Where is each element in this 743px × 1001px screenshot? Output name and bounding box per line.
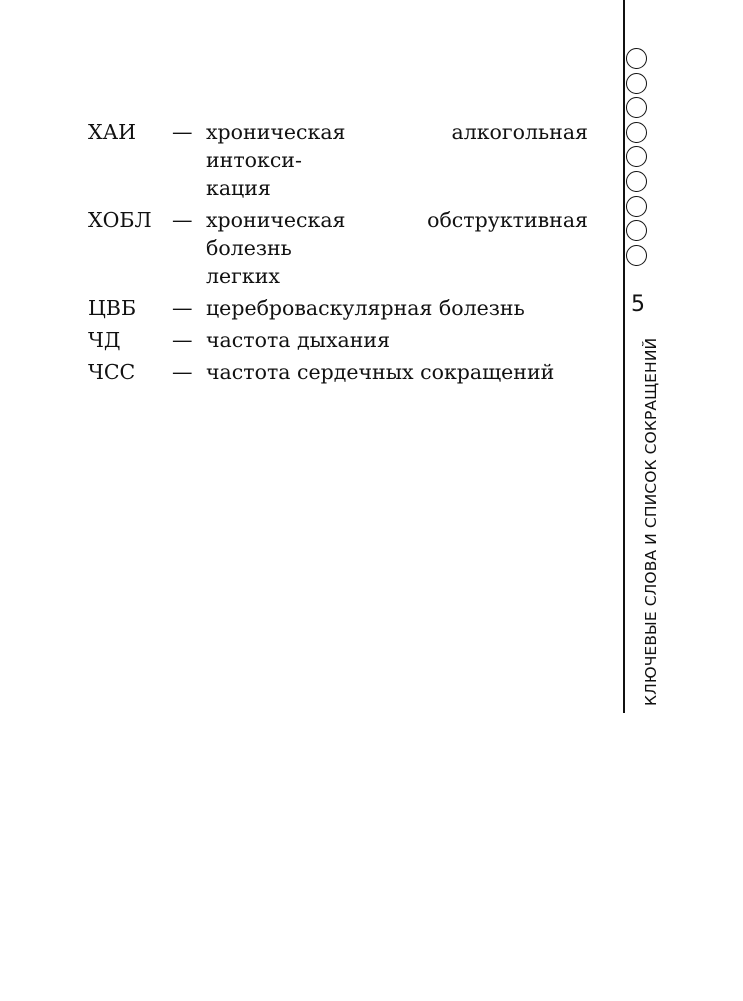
page-number: 5 <box>631 292 645 317</box>
definition-line: цереброваскулярная болезнь <box>206 296 525 320</box>
abbreviation-dash: — <box>172 296 193 320</box>
definition-line: частота дыхания <box>206 328 390 352</box>
abbreviation-definition <box>206 294 588 322</box>
abbreviation-dash: — <box>172 328 193 352</box>
chapter-tab-circle <box>626 146 647 167</box>
chapter-tab-circle <box>626 245 647 266</box>
abbreviation-definition <box>206 358 588 386</box>
running-head-text: КЛЮЧЕВЫЕ СЛОВА И СПИСОК СОКРАЩЕНИЙ <box>642 337 660 706</box>
chapter-tab-circle <box>626 171 647 192</box>
chapter-tab-circle <box>626 73 647 94</box>
abbreviation-definition <box>206 118 588 202</box>
abbreviation-entry <box>88 206 588 290</box>
abbreviation-entry <box>88 118 588 202</box>
abbreviation-term: ХОБЛ <box>88 208 152 232</box>
definition-line: хроническая обструктивная болезнь <box>206 208 588 260</box>
chapter-tab-circle <box>626 122 647 143</box>
abbreviation-entry <box>88 326 588 354</box>
abbreviation-entry <box>88 358 588 386</box>
chapter-tab-circle <box>626 220 647 241</box>
margin-rule-line <box>623 0 625 713</box>
abbreviation-dash: — <box>172 360 193 384</box>
abbreviation-dash: — <box>172 208 193 232</box>
abbreviation-dash: — <box>172 120 193 144</box>
chapter-tab-circles <box>626 48 654 269</box>
definition-line: легких <box>206 264 280 288</box>
abbreviation-term: ХАИ <box>88 120 136 144</box>
abbreviation-list <box>88 118 588 390</box>
definition-line: частота сердечных сокращений <box>206 360 555 384</box>
chapter-tab-circle <box>626 97 647 118</box>
abbreviation-term: ЦВБ <box>88 296 137 320</box>
abbreviation-definition <box>206 206 588 290</box>
definition-line: хроническая алкогольная интокси- <box>206 120 588 172</box>
abbreviation-definition <box>206 326 588 354</box>
abbreviation-entry <box>88 294 588 322</box>
chapter-tab-circle <box>626 48 647 69</box>
abbreviation-term: ЧСС <box>88 360 136 384</box>
chapter-tab-circle <box>626 196 647 217</box>
definition-line: кация <box>206 176 271 200</box>
abbreviation-term: ЧД <box>88 328 121 352</box>
